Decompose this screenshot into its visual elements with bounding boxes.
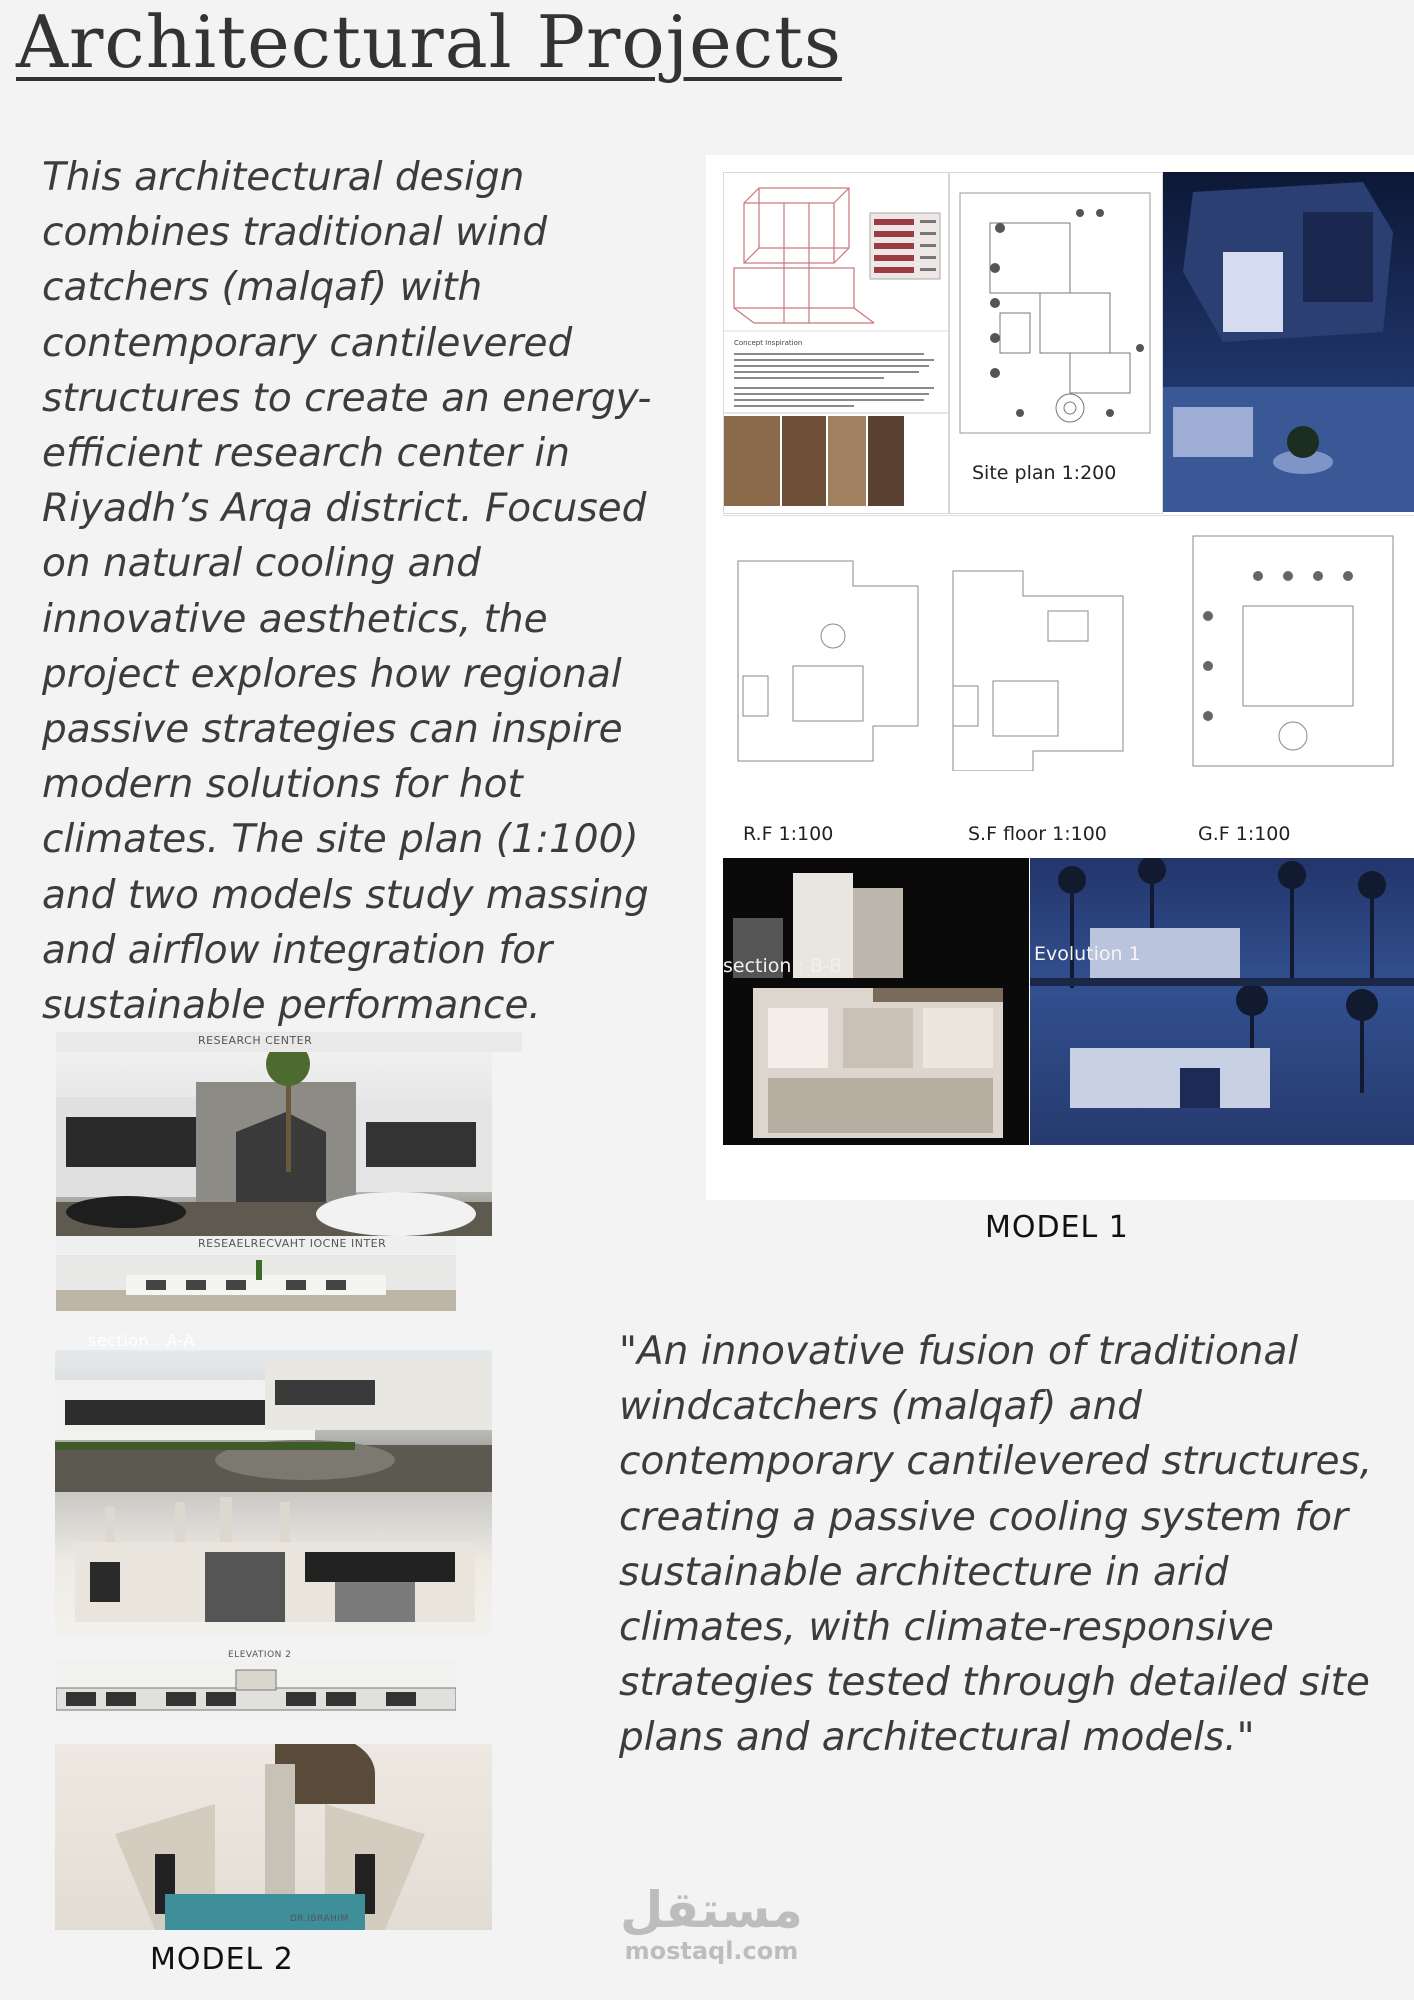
ground-floor-caption: G.F 1:100	[1198, 823, 1291, 845]
model1-board	[706, 155, 1414, 1200]
evolution-render	[1030, 858, 1414, 1145]
roof-plan-caption: R.F 1:100	[743, 823, 834, 845]
night-aerial-render	[1163, 172, 1414, 512]
watermark-arabic: مستقل	[620, 1881, 803, 1939]
courtyard-shapes	[55, 1744, 492, 1930]
model1-label: MODEL 1	[985, 1210, 1129, 1245]
watermark-url: mostaql.com	[624, 1937, 799, 1965]
elevation2-caption: ELEVATION 2	[228, 1650, 292, 1660]
research-center-shapes	[56, 1052, 492, 1236]
concept-sheet	[723, 172, 949, 514]
section-render	[723, 858, 1029, 1145]
floor-plans-strip	[723, 515, 1414, 771]
section-a-caption: section : A-A	[88, 1331, 195, 1350]
signature-caption: DR.IBRAHIM	[290, 1914, 349, 1924]
aerial-photo-shapes	[55, 1350, 492, 1492]
site-plan-caption: Site plan 1:200	[972, 462, 1117, 484]
elevation-banner	[56, 1236, 456, 1254]
research-center-caption: RESEARCH CENTER	[198, 1034, 313, 1047]
night-aerial-shapes	[1163, 172, 1414, 512]
front-photo-shapes	[55, 1492, 492, 1634]
mostaql-watermark	[620, 1882, 803, 1964]
courtyard-photo	[55, 1744, 492, 1930]
elevation-strip	[56, 1255, 456, 1311]
elevation2-shapes	[56, 1660, 456, 1720]
elevation-strip-shapes	[56, 1255, 456, 1311]
front-photo	[55, 1492, 492, 1634]
research-center-photo	[56, 1052, 492, 1236]
evolution-caption: Evolution 1	[1034, 943, 1141, 965]
site-plan-sheet	[949, 172, 1163, 514]
floor-plans-drawing	[723, 516, 1414, 771]
section-caption: section : B-B	[723, 955, 843, 977]
concept-heading: Concept Inspiration	[734, 339, 803, 347]
elevation-garbled-caption: RESEAELRECVAHT IOCNE INTER	[198, 1237, 387, 1250]
second-floor-caption: S.F floor 1:100	[968, 823, 1107, 845]
aerial-photo	[55, 1350, 492, 1492]
research-center-banner	[56, 1032, 522, 1052]
elevation2-strip	[56, 1660, 456, 1720]
evolution-render-shapes	[1030, 858, 1414, 1145]
intro-paragraph: This architectural design combines traditional wind catchers (malqaf) with contemporary cantilevered structures to create an energy-efficient research center in Riyadh’s Arqa district. Focused on natural cooling and innovative aesthetics, the project explores how regional passive strategies can inspire modern solutions for hot climates. The site plan (1:100) and two models study massing and airflow integration for sustainable performance.	[42, 155, 652, 1029]
quote-paragraph: "An innovative fusion of traditional windcatchers (malqaf) and contemporary cantilevered structures, creating a passive cooling system for sustainable architecture in arid climates, with climate-responsive strategies tested through detailed site plans and architectural models."	[619, 1329, 1373, 1761]
section-render-shapes	[723, 858, 1029, 1145]
page-title: Architectural Projects	[16, 0, 842, 84]
model2-label: MODEL 2	[150, 1942, 294, 1977]
